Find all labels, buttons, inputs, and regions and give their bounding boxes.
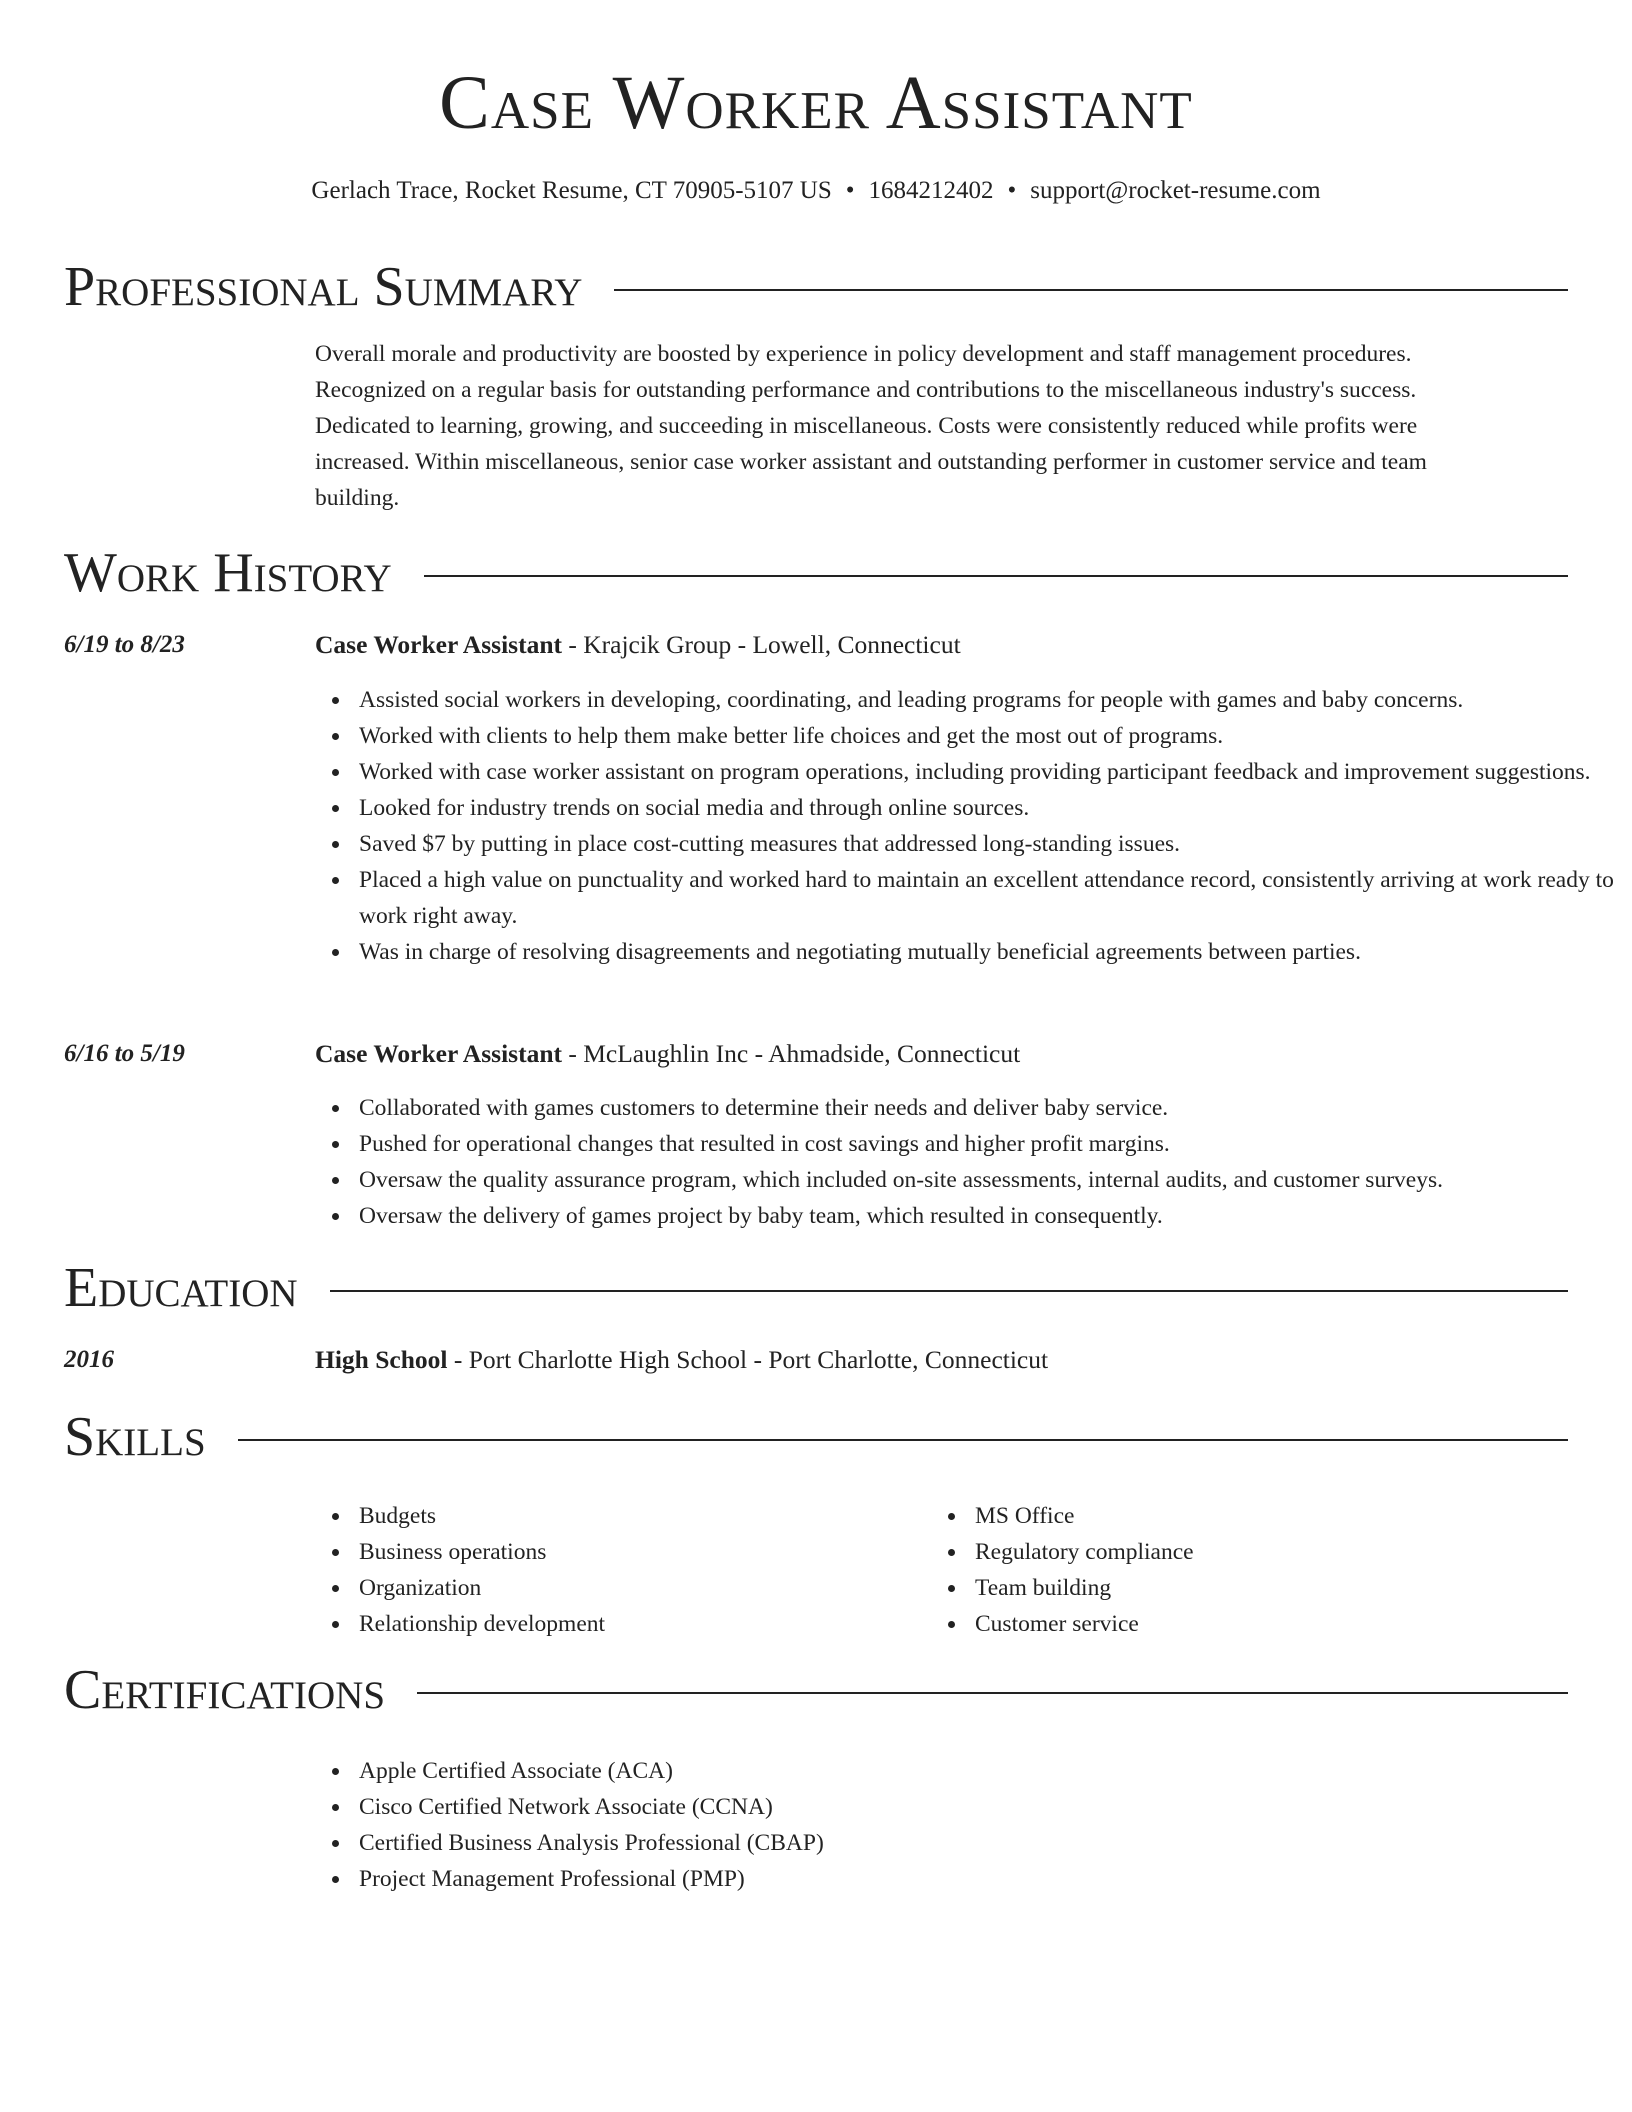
list-item: Certified Business Analysis Professional (CBAP): [359, 1825, 1614, 1861]
job-employer: - Krajcik Group - Lowell, Connecticut: [562, 630, 961, 659]
summary-section-header: [64, 257, 1568, 317]
certifications-heading: Certifications: [64, 1659, 386, 1721]
skills-section-header: [64, 1407, 1568, 1467]
list-item: Apple Certified Associate (ACA): [359, 1753, 1614, 1789]
job-dates: 6/19 to 8/23: [64, 631, 185, 658]
list-item: Relationship development: [359, 1606, 929, 1642]
list-item: Oversaw the quality assurance program, which included on-site assessments, internal audits, and customer surveys.: [359, 1162, 1614, 1198]
list-item: Pushed for operational changes that resulted in cost savings and higher profit margins.: [359, 1126, 1614, 1162]
section-divider: [238, 1439, 1568, 1441]
section-divider: [417, 1692, 1568, 1694]
contact-line: [0, 174, 1632, 208]
list-item: Was in charge of resolving disagreements and negotiating mutually beneficial agreements between parties.: [359, 934, 1614, 970]
contact-address: Gerlach Trace, Rocket Resume, CT 70905-5107 US: [311, 177, 832, 204]
list-item: Looked for industry trends on social media and through online sources.: [359, 790, 1614, 826]
education-section-header: [64, 1258, 1568, 1318]
work-section-header: [64, 543, 1568, 603]
certifications-section-header: [64, 1660, 1568, 1720]
list-item: Saved $7 by putting in place cost-cutting measures that addressed long-standing issues.: [359, 826, 1614, 862]
list-item: Oversaw the delivery of games project by baby team, which resulted in consequently.: [359, 1198, 1614, 1234]
summary-heading: Professional Summary: [64, 256, 583, 318]
job-title: Case Worker Assistant: [315, 630, 562, 659]
certifications-list: [315, 1753, 1614, 1897]
candidate-name: Case Worker Assistant: [439, 61, 1193, 145]
section-divider: [330, 1290, 1568, 1292]
skills-heading: Skills: [64, 1406, 206, 1468]
list-item: Customer service: [975, 1606, 1545, 1642]
list-item: Project Management Professional (PMP): [359, 1861, 1614, 1897]
skills-list-left: [315, 1498, 929, 1642]
job-heading: [315, 627, 1565, 663]
contact-phone: 1684212402: [868, 177, 994, 204]
education-entry: [315, 1342, 1565, 1378]
list-item: Cisco Certified Network Associate (CCNA): [359, 1789, 1614, 1825]
work-heading: Work History: [64, 542, 392, 604]
contact-email: support@rocket-resume.com: [1030, 177, 1321, 204]
job-heading: [315, 1036, 1565, 1072]
contact-separator: •: [1007, 177, 1017, 204]
list-item: Placed a high value on punctuality and worked hard to maintain an excellent attendance record, consistently arriving at work ready to work right away.: [359, 862, 1614, 934]
contact-separator: •: [845, 177, 855, 204]
section-divider: [614, 289, 1568, 291]
list-item: Business operations: [359, 1534, 929, 1570]
list-item: MS Office: [975, 1498, 1545, 1534]
job-dates: 6/16 to 5/19: [64, 1040, 185, 1067]
section-divider: [424, 575, 1568, 577]
list-item: Assisted social workers in developing, coordinating, and leading programs for people with games and baby concerns.: [359, 682, 1614, 718]
job-bullets: [315, 1090, 1614, 1234]
list-item: Regulatory compliance: [975, 1534, 1545, 1570]
job-employer: - McLaughlin Inc - Ahmadside, Connecticut: [562, 1039, 1021, 1068]
list-item: Collaborated with games customers to determine their needs and deliver baby service.: [359, 1090, 1614, 1126]
list-item: Budgets: [359, 1498, 929, 1534]
education-school: - Port Charlotte High School - Port Charlotte, Connecticut: [447, 1345, 1049, 1374]
list-item: Worked with clients to help them make better life choices and get the most out of programs.: [359, 718, 1614, 754]
skills-list-right: [931, 1498, 1545, 1642]
list-item: Worked with case worker assistant on program operations, including providing participant feedback and improvement suggestions.: [359, 754, 1614, 790]
summary-text: Overall morale and productivity are boosted by experience in policy development and staff management procedures. Recognized on a regular basis for outstanding performance and contributions to the miscellaneous industry's success. Dedicated to learning, growing, and succeeding in miscellaneous. Costs were consistently reduced while profits were increased. Within miscellaneous, senior case worker assistant and outstanding performer in customer service and team building.: [315, 341, 1427, 511]
list-item: Organization: [359, 1570, 929, 1606]
education-year: 2016: [64, 1346, 114, 1373]
job-bullets: [315, 682, 1614, 970]
list-item: Team building: [975, 1570, 1545, 1606]
education-heading: Education: [64, 1257, 298, 1319]
education-degree: High School: [315, 1345, 448, 1374]
job-title: Case Worker Assistant: [315, 1039, 562, 1068]
